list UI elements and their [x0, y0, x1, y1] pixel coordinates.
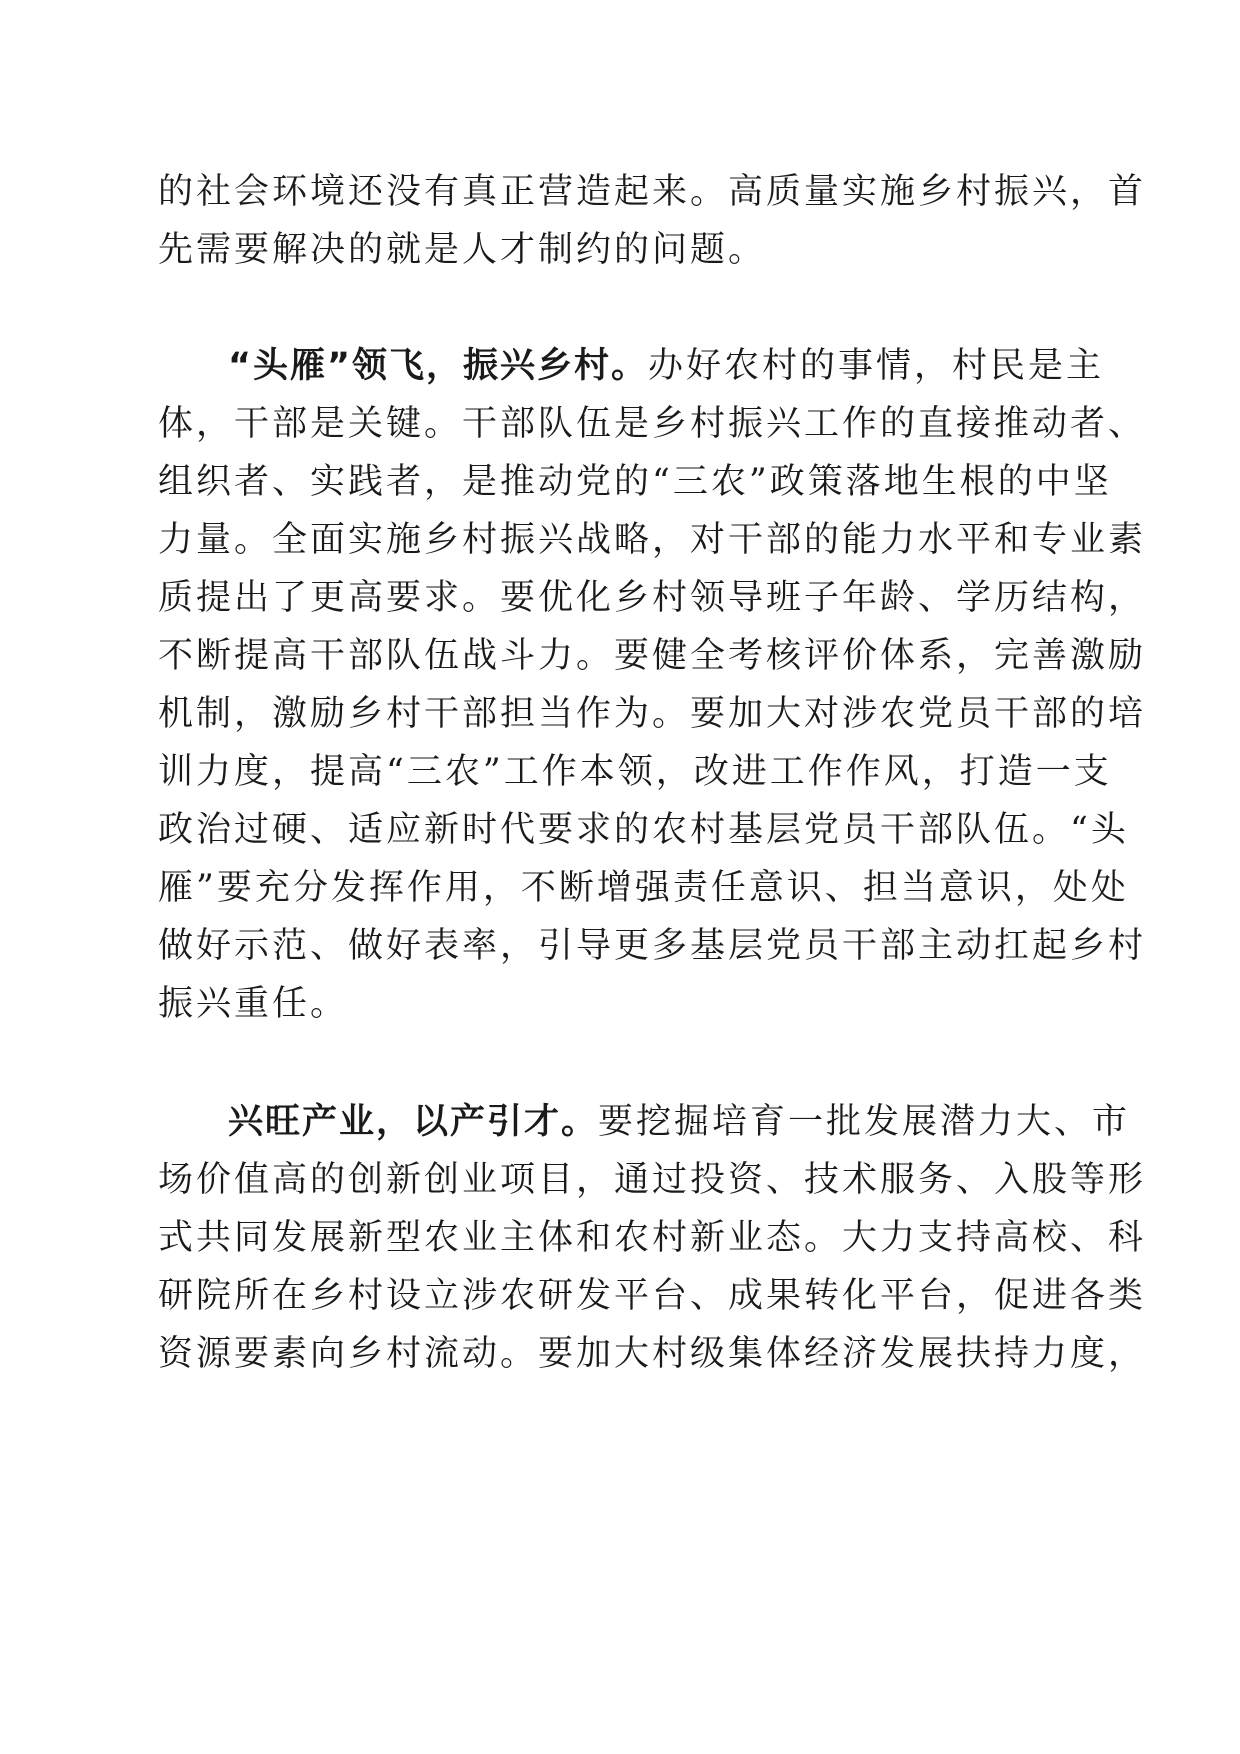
- paragraph-3-heading: 兴旺产业，以产引才。: [228, 1102, 599, 1142]
- paragraph-3-first-line-rest: 要挖掘培育一批发展潜力大、市: [598, 1102, 1131, 1142]
- paragraph-3-first-line: [228, 1090, 1131, 1154]
- paragraph-2-line: 机制，激励乡村干部担当作为。要加大对涉农党员干部的培: [158, 694, 1147, 734]
- paragraph-3-line: 式共同发展新型农业主体和农村新业态。大力支持高校、科: [158, 1218, 1147, 1258]
- paragraph-1-line-1: 的社会环境还没有真正营造起来。高质量实施乡村振兴，首: [158, 172, 1147, 212]
- paragraph-2-first-line-rest: 办好农村的事情，村民是主: [648, 346, 1105, 386]
- paragraph-1-line-2: 先需要解决的就是人才制约的问题。: [158, 230, 767, 270]
- paragraph-2-line: 做好示范、做好表率，引导更多基层党员干部主动扛起乡村: [158, 926, 1147, 966]
- paragraph-3-line: 场价值高的创新创业项目，通过投资、技术服务、入股等形: [158, 1160, 1147, 1200]
- paragraph-2-line: 训力度，提高“三农”工作本领，改进工作作风，打造一支: [158, 752, 1112, 792]
- paragraph-2-heading: “头雁”领飞，振兴乡村。: [228, 346, 649, 386]
- paragraph-2-line: 质提出了更高要求。要优化乡村领导班子年龄、学历结构，: [158, 578, 1147, 618]
- paragraph-2-line: 雁”要充分发挥作用，不断增强责任意识、担当意识，处处: [158, 868, 1129, 908]
- paragraph-2-line: 不断提高干部队伍战斗力。要健全考核评价体系，完善激励: [158, 636, 1147, 676]
- paragraph-2-line: 力量。全面实施乡村振兴战略，对干部的能力水平和专业素: [158, 520, 1147, 560]
- paragraph-2-line: 体，干部是关键。干部队伍是乡村振兴工作的直接推动者、: [158, 404, 1147, 444]
- paragraph-2-line: 振兴重任。: [158, 984, 349, 1024]
- paragraph-3-line: 资源要素向乡村流动。要加大村级集体经济发展扶持力度，: [158, 1334, 1147, 1374]
- paragraph-2-line: 组织者、实践者，是推动党的“三农”政策落地生根的中坚: [158, 462, 1112, 502]
- paragraph-3-line: 研院所在乡村设立涉农研发平台、成果转化平台，促进各类: [158, 1276, 1147, 1316]
- paragraph-2-line: 政治过硬、适应新时代要求的农村基层党员干部队伍。“头: [158, 810, 1129, 850]
- paragraph-2-first-line: [228, 334, 1105, 398]
